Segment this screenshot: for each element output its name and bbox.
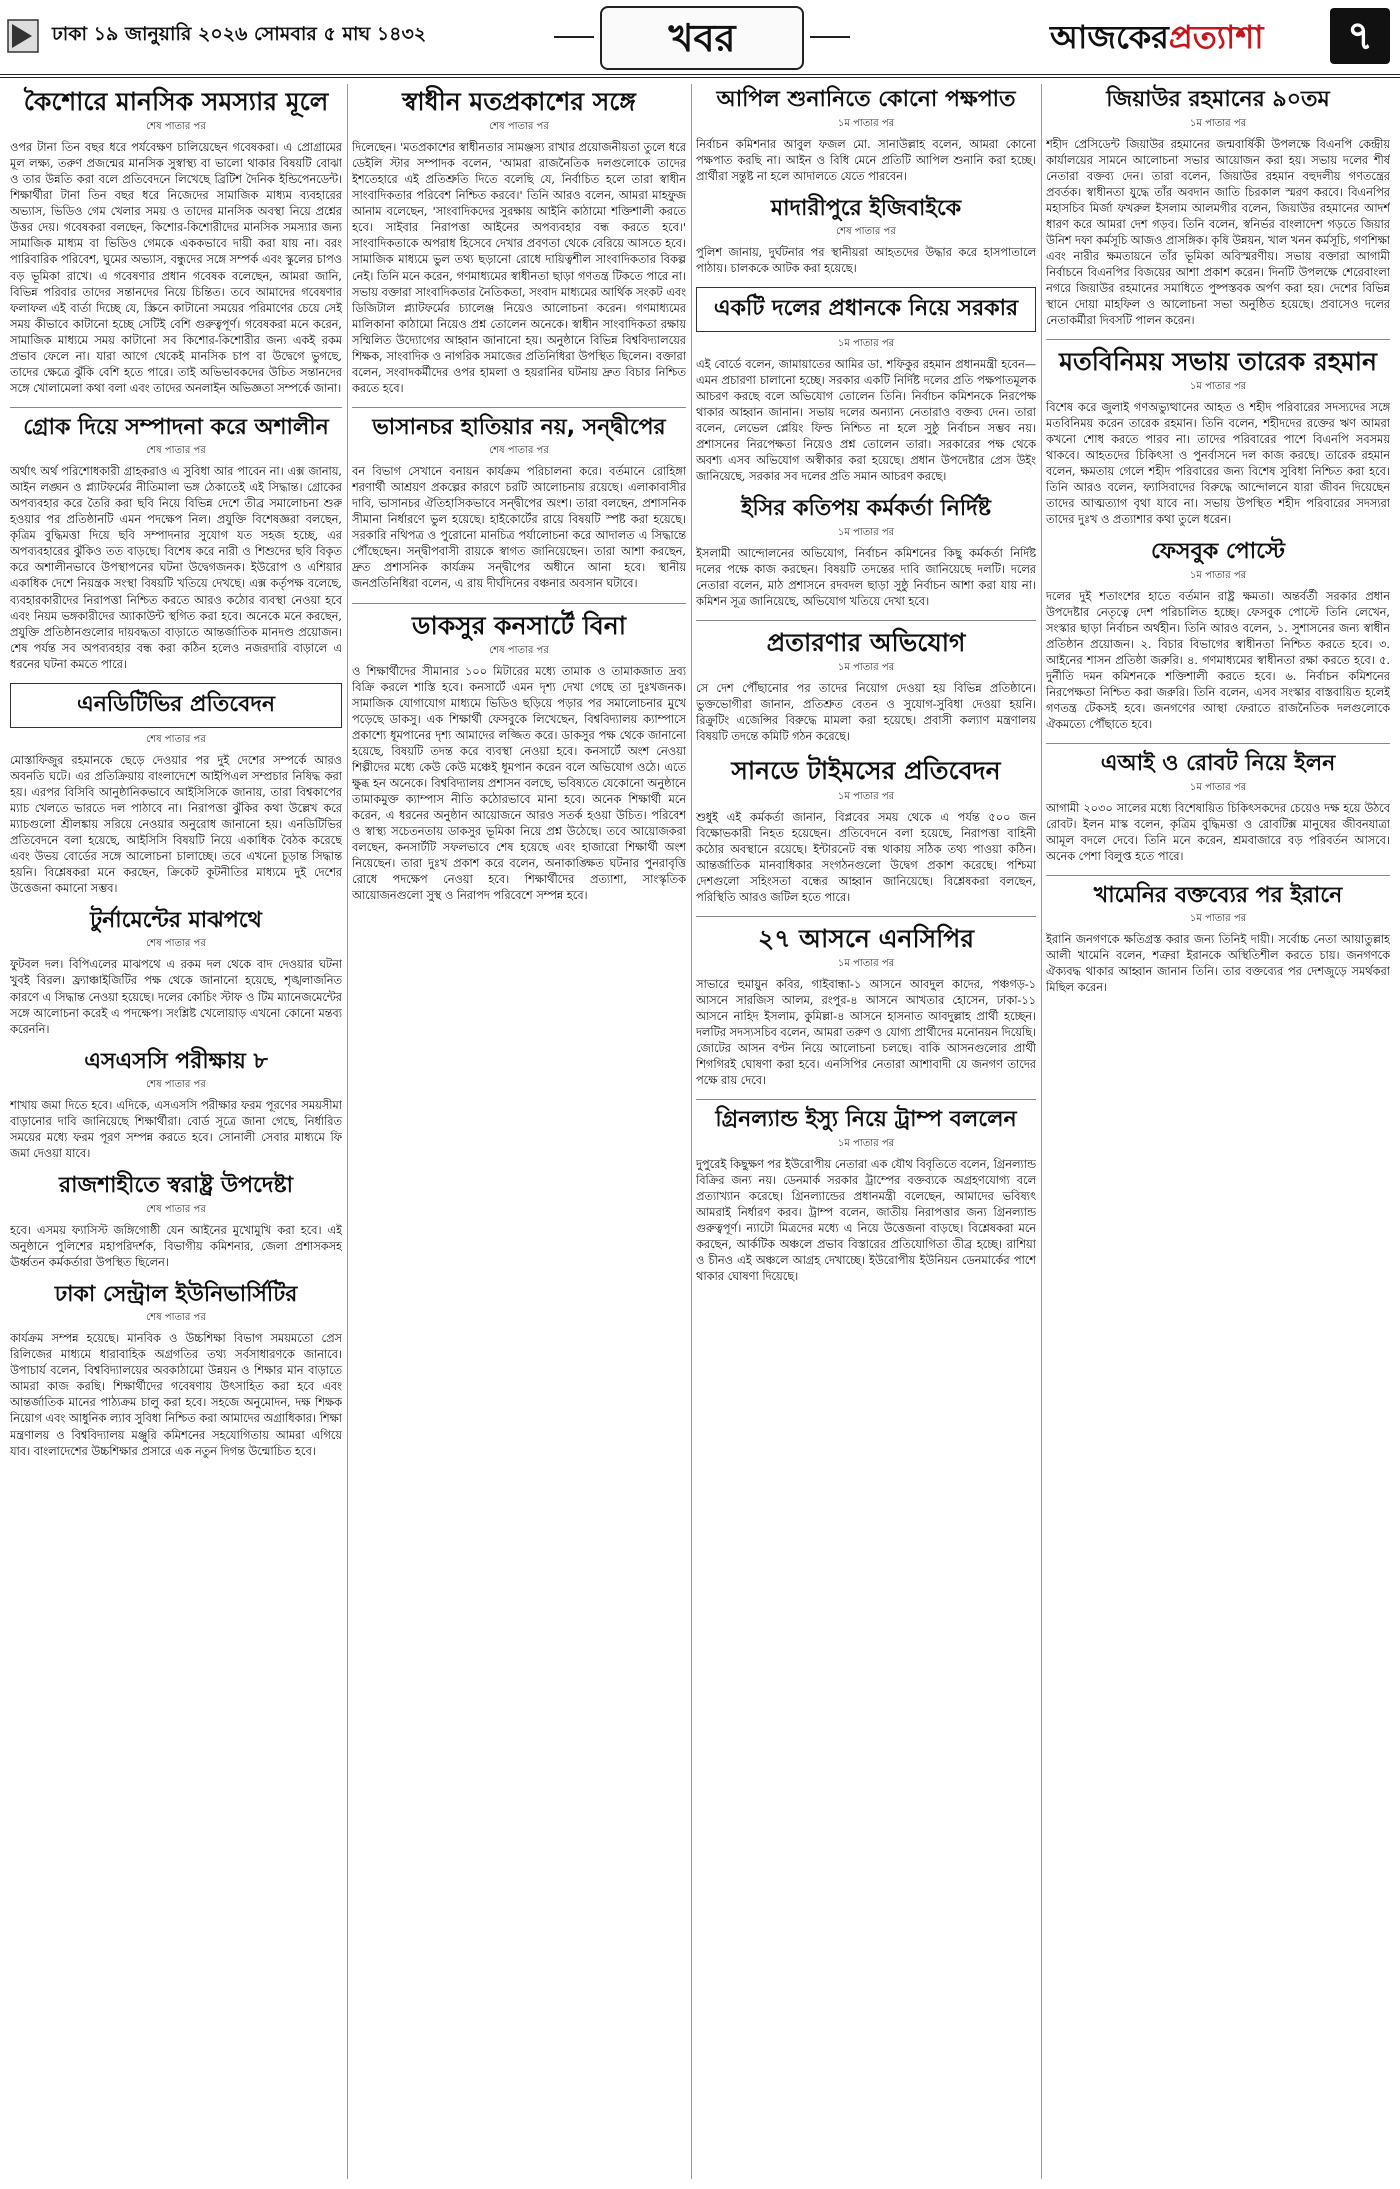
story-body: ফুটবল দল। বিপিএলের মাঝপথে এ রকম দল থেকে বাদ দেওয়ার ঘটনা খুবই বিরল। ফ্র্যাঞ্চাইজিটির পক্ষ থেকে জানানো হয়েছে, শৃঙ্খলাজনিত কারণে এ সিদ্ধান্ত নেওয়া হয়েছে। দলের কোচিং স্টাফ ও টিম ম্যানেজমেন্টের সঙ্গে আলোচনা করেই এ পদক্ষেপ। সংশ্লিষ্ট খেলোয়াড় এখনো কোনো মন্তব্য করেননি। <box>10 958 342 1036</box>
story-body: ওপর টানা তিন বছর ধরে পর্যবেক্ষণ চালিয়েছেন গবেষকরা। এ প্রোগ্রামের মূল লক্ষ্য, তরুণ প্রজন্মের মানসিক সুস্বাস্থ্য বা ভালো থাকার বিষয়টি বোঝা ও তার উন্নতি করা বলে প্রতিবেদনে লিখেছে ব্রিটিশ দৈনিক ইন্ডিপেনডেন্ট। শিক্ষার্থীরা টানা তিন বছর ধরে নিজেদের সামাজিক মাধ্যম ব্যবহারের অভ্যাস, ভিডিও গেম খেলার সময় ও তাদের মানসিক অবস্থা নিয়ে প্রশ্নের উত্তর দেয়। গবেষকরা বলছেন, কিশোর-কিশোরীদের মানসিক সমস্যার জন্য সামাজিক মাধ্যম বা ভিডিও গেমকে এককভাবে দায়ী করা যায় না। বরং পারিবারিক পরিবেশ, ঘুমের অভ্যাস, বন্ধুদের সঙ্গে সম্পর্ক এবং স্কুলের চাপও বড় ভূমিকা রাখে। এ গবেষণার প্রধান গবেষক বলেছেন, আমরা জানি, বিভিন্ন পরিবার তাদের সন্তানদের নিয়ে চিন্তিত। তবে আমাদের গবেষণার ফলাফল এই বার্তা দিচ্ছে যে, স্ক্রিনে কাটানো সময়ের পরিমাণের চেয়ে সেই সময় কীভাবে কাটানো হচ্ছে সেটিই বেশি গুরুত্বপূর্ণ। গবেষকরা মনে করেন, সামাজিক মাধ্যমে সময় কাটানো সব কিশোর-কিশোরীর জন্য একই রকম প্রভাব ফেলে না। যারা আগে থেকেই মানসিক চাপ বা উদ্বেগে ভুগছে, তাদের ক্ষেত্রে ঝুঁকি বেশি হতে পারে। তাই অভিভাবকদের উচিত সন্তানদের সঙ্গে খোলামেলা কথা বলা এবং তাদের অনলাইন অভিজ্ঞতা সম্পর্কে জানা। <box>10 141 342 395</box>
dateline: ঢাকা ১৯ জানুয়ারি ২০২৬ সোমবার ৫ মাঘ ১৪৩২ <box>52 23 427 45</box>
continued-note: ১ম পাতার পর <box>1189 381 1247 393</box>
story <box>10 414 342 673</box>
story-body: অর্থাৎ অর্থ পরিশোধকারী গ্রাহকরাও এ সুবিধা আর পাবেন না। এক্স জানায়, আইন লঙ্ঘন ও প্ল্যাটফর্মের নীতিমালা ভঙ্গ ঠেকাতেই এই সিদ্ধান্ত। গ্রোকের অপব্যবহার করে তৈরি করা ছবি নিয়ে বিভিন্ন দেশে তীব্র সমালোচনা শুরু হওয়ার পর প্রতিষ্ঠানটি এমন পদক্ষেপ নিল। প্রযুক্তি বিশেষজ্ঞরা বলছেন, কৃত্রিম বুদ্ধিমত্তা দিয়ে ছবি সম্পাদনার সুযোগ যত সহজ হচ্ছে, এর অপব্যবহারের ঝুঁকিও তত বাড়ছে। বিশেষ করে নারী ও শিশুদের ছবি বিকৃত করে অশালীনভাবে উপস্থাপনের ঘটনা উদ্বেগজনক। ইউরোপ ও এশিয়ার একাধিক দেশে নিয়ন্ত্রক সংস্থা বিষয়টি খতিয়ে দেখছে। এক্স কর্তৃপক্ষ বলেছে, ব্যবহারকারীদের নিরাপত্তা নিশ্চিত করতে আরও কঠোর ব্যবস্থা নেওয়া হবে এবং নিয়ম ভঙ্গকারীদের অ্যাকাউন্ট স্থগিত করা হবে। অনেকে মনে করছেন, প্রযুক্তি প্রতিষ্ঠানগুলোর দায়বদ্ধতা বাড়াতে আন্তর্জাতিক মানদণ্ড প্রয়োজন। শেষ পর্যন্ত সব অপব্যবহার বন্ধ করা কঠিন হলেও নজরদারি বাড়ালে এ ধরনের ঘটনা কমতে পারে। <box>10 465 342 671</box>
story <box>10 1048 342 1163</box>
story <box>696 627 1036 745</box>
story-body: বন বিভাগ সেখানে বনায়ন কার্যক্রম পরিচালনা করে। বর্তমানে রোহিঙ্গা শরণার্থী আশ্রয়ণ প্রকল্পের কারণে চরটি আলোচনায় রয়েছে। এলাকাবাসীর দাবি, ভাসানচর ঐতিহাসিকভাবে সন্দ্বীপের অংশ। তারা বলছেন, প্রশাসনিক সীমানা নির্ধারণে ভুল হয়েছে। হাইকোর্টের রায়ে বিষয়টি স্পষ্ট করা হয়েছে। সরকারি নথিপত্র ও পুরোনো মানচিত্র পর্যালোচনা করে আদালত এ সিদ্ধান্তে পৌঁছেছেন। সন্দ্বীপবাসী রায়কে স্বাগত জানিয়েছেন। তারা আশা করছেন, দ্রুত প্রশাসনিক কার্যক্রম সন্দ্বীপের অধীনে আনা হবে। স্থানীয় জনপ্রতিনিধিরা বলেন, এ রায় দীর্ঘদিনের বঞ্চনার অবসান ঘটাবে। <box>352 465 686 591</box>
masthead-part-a: আজকের <box>1050 18 1169 56</box>
divider <box>352 407 686 408</box>
story <box>696 86 1036 185</box>
continued-note: শেষ পাতার পর <box>489 445 549 457</box>
story-body: দিলেছেন। 'মতপ্রকাশের স্বাধীনতার সামঞ্জস্য রাখার প্রয়োজনীয়তা তুলে ধরে ডেইলি স্টার সম্পাদক বলেন, 'আমরা রাজনৈতিক দলগুলোকে তাদের ইশতেহারে এই প্রতিশ্রুতি দিতে বলেছি যে, নির্বাচিত হলে তারা স্বাধীন সাংবাদিকতার পরিবেশ নিশ্চিত করবে।' তিনি আরও বলেন, আমরা মাহফুজ আনাম বলেছেন, 'সাংবাদিকদের সুরক্ষায় আইনি কাঠামো শক্তিশালী করতে হবে। সাইবার নিরাপত্তা আইনের অপব্যবহার বন্ধ করতে হবে।' সাংবাদিকতাকে অপরাধ হিসেবে দেখার প্রবণতা থেকে বেরিয়ে আসতে হবে। সামাজিক মাধ্যমে ভুল তথ্য ছড়ানো রোধে দায়িত্বশীল সাংবাদিকতার বিকল্প নেই। তিনি মনে করেন, গণমাধ্যমের স্বাধীনতা ছাড়া গণতন্ত্র টিকতে পারে না। সভায় বক্তারা সাংবাদিকতার নৈতিকতা, সংবাদ মাধ্যমের আর্থিক সংকট এবং ডিজিটাল প্ল্যাটফর্মের চ্যালেঞ্জ নিয়েও আলোচনা করেন। গণমাধ্যমের মালিকানা কাঠামো নিয়েও প্রশ্ন তোলেন অনেকে। স্বাধীন সাংবাদিকতা রক্ষায় সম্মিলিত উদ্যোগের আহ্বান জানানো হয়। অনুষ্ঠানে বিভিন্ন বিশ্ববিদ্যালয়ের শিক্ষক, সাংবাদিক ও নাগরিক সমাজের প্রতিনিধিরা উপস্থিত ছিলেন। বক্তারা বলেন, সংবাদকর্মীদের ওপর হামলা ও হয়রানির ঘটনায় দ্রুত বিচার নিশ্চিত করতে হবে। <box>352 141 686 395</box>
continued-note: ১ম পাতার পর <box>837 338 895 350</box>
story <box>696 287 1036 485</box>
column-divider <box>1041 84 1042 2179</box>
story <box>352 610 686 905</box>
story-headline: খামেনির বক্তব্যের পর ইরানে <box>1093 882 1343 908</box>
story <box>1046 86 1390 329</box>
story <box>352 86 686 397</box>
story-headline: টুর্নামেন্টের মাঝপথে <box>90 907 262 933</box>
story-body: শাখায় জমা দিতে হবে। এদিকে, এসএসসি পরীক্ষার ফরম পূরণের সময়সীমা বাড়ানোর দাবি জানিয়েছে শিক্ষার্থীরা। বোর্ড সূত্রে জানা গেছে, নির্ধারিত সময়ের মধ্যে ফরম পূরণ সম্পন্ন করতে হবে। সোনালী সেবার মাধ্যমে ফি জমা দেওয়া যাবে। <box>10 1099 342 1161</box>
story <box>696 755 1036 905</box>
divider <box>696 916 1036 917</box>
column-3 <box>696 84 1036 2179</box>
story <box>696 923 1036 1089</box>
story-headline: সানডে টাইমসের প্রতিবেদন <box>731 756 1001 786</box>
story <box>10 1281 342 1460</box>
continued-note: ১ম পাতার পর <box>837 662 895 674</box>
continued-note: শেষ পাতার পর <box>146 1079 206 1091</box>
story <box>1046 346 1390 529</box>
page-number: ৭ <box>1330 8 1390 64</box>
divider <box>1046 875 1390 876</box>
column-2 <box>352 84 686 2179</box>
continued-note: শেষ পাতার পর <box>836 226 896 238</box>
story <box>1046 882 1390 997</box>
continued-note: ১ম পাতার পর <box>1189 569 1247 581</box>
column-4 <box>1046 84 1390 2179</box>
story-body: এই বোর্ডে বলেন, জামায়াতের আমির ডা. শফিকুর রহমান প্রধানমন্ত্রী হবেন—এমন প্রচারণা চালানো হচ্ছে। সরকার একটি নির্দিষ্ট দলের প্রতি পক্ষপাতমূলক আচরণ করছে বলে অভিযোগ তোলেন তিনি। নির্বাচন কমিশনকে নিরপেক্ষ থাকার আহ্বান জানান। সভায় দলের অন্যান্য নেতারাও বক্তব্য দেন। তারা বলেন, লেভেল প্লেয়িং ফিল্ড নিশ্চিত না হলে সুষ্ঠু নির্বাচন সম্ভব নয়। প্রশাসনের নিরপেক্ষতা নিয়েও প্রশ্ন তোলেন তারা। সরকারের পক্ষ থেকে অবশ্য এসব অভিযোগ অস্বীকার করা হয়েছে। প্রধান উপদেষ্টার প্রেস উইং জানিয়েছে, সরকার সব দলের প্রতি সমান আচরণ করছে। <box>696 358 1036 484</box>
continued-note: ১ম পাতার পর <box>837 790 895 802</box>
story-headline: এনডিটিভির প্রতিবেদন <box>10 683 342 728</box>
story <box>696 1106 1036 1285</box>
story-headline: মতবিনিময় সভায় তারেক রহমান <box>1059 346 1377 376</box>
divider <box>10 407 342 408</box>
story-headline: গ্রিনল্যান্ড ইস্যু নিয়ে ট্রাম্প বললেন <box>715 1107 1017 1133</box>
continued-note: ১ম পাতার পর <box>837 958 895 970</box>
continued-note: শেষ পাতার পর <box>146 1312 206 1324</box>
story-headline: ডাকসুর কনসার্টে বিনা <box>412 610 626 640</box>
page-header <box>0 0 1400 78</box>
divider <box>1046 339 1390 340</box>
story-headline: গ্রোক দিয়ে সম্পাদনা করে অশালীন <box>23 414 329 440</box>
continued-note: শেষ পাতার পর <box>146 938 206 950</box>
story-headline: ফেসবুক পোস্টে <box>1151 539 1285 565</box>
story <box>10 86 342 397</box>
story-body: কার্যক্রম সম্পন্ন হয়েছে। মানবিক ও উচ্চশিক্ষা বিভাগ সময়মতো প্রেস রিলিজের মাধ্যমে ধারাবাহিক অগ্রগতির তথ্য সর্বসাধারণকে জানাবে। উপাচার্য বলেন, বিশ্ববিদ্যালয়ের অবকাঠামো উন্নয়ন ও শিক্ষার মান বাড়াতে আমরা কাজ করছি। শিক্ষার্থীদের গবেষণায় উৎসাহিত করা হবে এবং আন্তর্জাতিক মানের পাঠ্যক্রম চালু করা হবে। সহজে অনুমোদন, দক্ষ শিক্ষক নিয়োগ এবং আধুনিক ল্যাব সুবিধা নিশ্চিত করা আমাদের অগ্রাধিকার। শিক্ষা মন্ত্রণালয় ও বিশ্ববিদ্যালয় মঞ্জুরি কমিশনের সহযোগিতায় আমরা এগিয়ে যাব। বাংলাদেশের উচ্চশিক্ষার প্রসারে এক নতুন দিগন্ত উন্মোচিত হবে। <box>10 1332 342 1458</box>
story-body: সে দেশ পৌঁছানোর পর তাদের নিয়োগ দেওয়া হয় বিভিন্ন প্রতিষ্ঠানে। ভুক্তভোগীরা জানান, প্রতিশ্রুত বেতন ও সুযোগ-সুবিধা দেওয়া হয়নি। রিক্রুটিং এজেন্সির বিরুদ্ধে মামলা করা হয়েছে। প্রবাসী কল্যাণ মন্ত্রণালয় বিষয়টি তদন্তে কমিটি গঠন করেছে। <box>696 682 1036 744</box>
story-body: সাভারে হুমায়ুন কবির, গাইবান্ধা-১ আসনে আবদুল কাদের, পঞ্চগড়-১ আসনে সারজিস আলম, রংপুর-৪ আসনে আখতার হোসেন, ঢাকা-১১ আসনে নাহিদ ইসলাম, কুমিল্লা-৪ আসনে হাসনাত আবদুল্লাহ প্রার্থী হচ্ছেন। দলটির সদস্যসচিব বলেন, আমরা তরুণ ও যোগ্য প্রার্থীদের মনোনয়ন দিয়েছি। জোটের আসন বণ্টন নিয়ে আলোচনা চলছে। বাকি আসনগুলোর প্রার্থী শিগগিরই ঘোষণা করা হবে। এনসিপির নেতারা আশাবাদী যে জনগণ তাদের পক্ষে রায় দেবে। <box>696 978 1036 1088</box>
continued-note: ১ম পাতার পর <box>837 1137 895 1149</box>
story-headline: এসএসসি পরীক্ষায় ৮ <box>84 1048 268 1074</box>
continued-note: শেষ পাতার পর <box>146 1203 206 1215</box>
story-body: ও শিক্ষার্থীদের সীমানার ১০০ মিটারের মধ্যে তামাক ও তামাকজাত দ্রব্য বিক্রি করলে শাস্তি হবে। কনসার্টে এমন দৃশ্য দেখা গেছে তা দুঃখজনক। সামাজিক যোগাযোগ মাধ্যমে ভিডিও ছড়িয়ে পড়ার পর সমালোচনার মুখে পড়েছে ডাকসু। এক শিক্ষার্থী ফেসবুকে লিখেছেন, বিশ্ববিদ্যালয় ক্যাম্পাসে প্রকাশ্যে ধূমপানের দৃশ্য আমাদের লজ্জিত করে। ডাকসুর পক্ষ থেকে জানানো হয়েছে, বিষয়টি তদন্ত করে ব্যবস্থা নেওয়া হবে। কনসার্টে অংশ নেওয়া শিল্পীদের মধ্যে কেউ কেউ মঞ্চেই ধূমপান করেন বলে অভিযোগ ওঠে। এতে ক্ষুব্ধ হন অনেকে। বিশ্ববিদ্যালয় প্রশাসন বলছে, ভবিষ্যতে যেকোনো অনুষ্ঠানে তামাকমুক্ত ক্যাম্পাস নীতি কঠোরভাবে মানা হবে। অনেক শিক্ষার্থী মনে করেন, এ ধরনের অনুষ্ঠান আয়োজনে আরও সতর্ক হওয়া উচিত। পরিবেশ ও স্বাস্থ্য সচেতনতায় ডাকসুর ভূমিকা নিয়ে প্রশ্ন উঠেছে। তবে আয়োজকরা বলছেন, কনসার্টটি সফলভাবে শেষ হয়েছে এবং হাজারো শিক্ষার্থী অংশ নিয়েছেন। তারা দুঃখ প্রকাশ করে বলেন, অনাকাঙ্ক্ষিত ঘটনার পুনরাবৃত্তি রোধে পদক্ষেপ নেওয়া হবে। শিক্ষার্থীদের প্রত্যাশা, সাংস্কৃতিক আয়োজনগুলো সুস্থ ও নিরাপদ পরিবেশে সম্পন্ন হবে। <box>352 664 686 903</box>
story-body: আগামী ২০৩০ সালের মধ্যে বিশেষায়িত চিকিৎসকদের চেয়েও দক্ষ হয়ে উঠবে রোবট। ইলন মাস্ক বলেন, কৃত্রিম বুদ্ধিমত্তা ও রোবটিক্স মানুষের জীবনযাত্রা আমূল বদলে দেবে। তিনি মনে করেন, শ্রমবাজারে বড় পরিবর্তন আসবে। অনেক পেশা বিলুপ্ত হতে পারে। <box>1046 801 1390 863</box>
continued-note: ১ম পাতার পর <box>837 526 895 538</box>
continued-note: শেষ পাতার পর <box>146 733 206 745</box>
story <box>696 495 1036 610</box>
masthead-part-b: প্রত্যাশা <box>1168 18 1264 56</box>
story-headline: আপিল শুনানিতে কোনো পক্ষপাত <box>716 87 1016 112</box>
story <box>1046 538 1390 733</box>
column-1 <box>10 84 342 2179</box>
column-divider <box>691 84 692 2179</box>
story-body: শহীদ প্রেসিডেন্ট জিয়াউর রহমানের জন্মবার্ষিকী উপলক্ষে বিএনপি কেন্দ্রীয় কার্যালয়ের সামনে আলোচনা সভার আয়োজন করা হয়। সভায় দলের শীর্ষ নেতারা বক্তব্য দেন। তারা বলেন, জিয়াউর রহমান বহুদলীয় গণতন্ত্রের প্রবর্তক। স্বাধীনতা যুদ্ধে তাঁর অবদান জাতি চিরকাল স্মরণ করবে। বিএনপির মহাসচিব মির্জা ফখরুল ইসলাম আলমগীর বলেন, জিয়াউর রহমানের আদর্শ ধারণ করে আমরা দেশ গড়ব। তিনি বলেন, স্বনির্ভর বাংলাদেশ গড়তে জিয়ার উনিশ দফা কর্মসূচি আজও প্রাসঙ্গিক। কৃষি উন্নয়ন, খাল খনন কর্মসূচি, গণশিক্ষা এবং নারীর ক্ষমতায়নে তাঁর ভূমিকা অবিস্মরণীয়। সভায় বক্তারা আগামী নির্বাচনে বিএনপির বিজয়ের আশা প্রকাশ করেন। দিনটি উপলক্ষে শেরেবাংলা নগরে জিয়াউর রহমানের সমাধিতে পুষ্পস্তবক অর্পণ করা হয়। দেশের বিভিন্ন স্থানে দোয়া মাহফিল ও আলোচনা সভা অনুষ্ঠিত হয়েছে। প্রবাসেও দলের নেতাকর্মীরা দিবসটি পালন করেন। <box>1046 137 1390 327</box>
story-body: নির্বাচন কমিশনার আবুল ফজল মো. সানাউল্লাহ বলেন, আমরা কোনো পক্ষপাত করছি না। আইন ও বিধি মেনে প্রতিটি আপিল শুনানি করা হচ্ছে। প্রার্থীরা সন্তুষ্ট না হলে আদালতে যেতে পারবেন। <box>696 137 1036 183</box>
story <box>352 414 686 593</box>
page-flag-icon <box>6 16 46 56</box>
masthead-logo <box>1050 12 1320 66</box>
story <box>10 907 342 1038</box>
story-headline: মাদারীপুরে ইজিবাইকে <box>770 195 962 221</box>
story <box>10 1172 342 1271</box>
story-headline: এআই ও রোবট নিয়ে ইলন <box>1100 751 1336 777</box>
column-divider <box>347 84 348 2179</box>
story-body: মোস্তাফিজুর রহমানকে ছেড়ে দেওয়ার পর দুই দেশের সম্পর্কে আরও অবনতি ঘটে। এর প্রতিক্রিয়ায় বাংলাদেশে আইপিএল সম্প্রচার নিষিদ্ধ করা হয়। এরপর বিসিবি আনুষ্ঠানিকভাবে আইসিসিকে জানায়, তারা বিশ্বকাপের ম্যাচ খেলতে ভারতে দল পাঠাবে না। নিরাপত্তা ঝুঁকির কথা উল্লেখ করে ম্যাচগুলো শ্রীলঙ্কায় সরিয়ে নেওয়ার অনুরোধ জানানো হয়। এনডিটিভির প্রতিবেদনে বলা হয়েছে, আইসিসি বিষয়টি নিয়ে একাধিক বৈঠক করেছে এবং উভয় বোর্ডের সঙ্গে আলোচনা চালাচ্ছে। তবে এখনো চূড়ান্ত সিদ্ধান্ত হয়নি। বিশ্লেষকরা মনে করছেন, ক্রিকেট কূটনীতির মাধ্যমে দুই দেশের উত্তেজনা কমানো সম্ভব। <box>10 753 342 895</box>
story-body: হবে। এসময় ফ্যাসিস্ট জঙ্গিগোষ্ঠী যেন আইনের মুখোমুখি করা হবে। এই অনুষ্ঠানে পুলিশের মহাপরিদর্শক, বিভাগীয় কমিশনার, জেলা প্রশাসকসহ ঊর্ধ্বতন কর্মকর্তারা উপস্থিত ছিলেন। <box>10 1223 342 1269</box>
story-headline: প্রতারণার অভিযোগ <box>766 628 966 658</box>
continued-note: ১ম পাতার পর <box>1189 117 1247 129</box>
section-title: খবর <box>600 6 804 70</box>
continued-note: ১ম পাতার পর <box>1189 781 1247 793</box>
story-headline: রাজশাহীতে স্বরাষ্ট্র উপদেষ্টা <box>58 1173 293 1199</box>
story-body: ইরানি জনগণকে ক্ষতিগ্রস্ত করার জন্য তিনিই দায়ী। সর্বোচ্চ নেতা আয়াতুল্লাহ আলী খামেনি বলেন, শত্রুরা ইরানকে অস্থিতিশীল করতে চায়। জনগণকে ঐক্যবদ্ধ থাকার আহ্বান জানান তিনি। তার বক্তব্যের পর দেশজুড়ে সমর্থকরা মিছিল করেন। <box>1046 933 1390 995</box>
story-headline: কৈশোরে মানসিক সমস্যার মূলে <box>23 87 329 116</box>
story-body: ইসলামী আন্দোলনের অভিযোগ, নির্বাচন কমিশনের কিছু কর্মকর্তা নির্দিষ্ট দলের পক্ষে কাজ করছেন। বিষয়টি তদন্তের দাবি জানিয়েছে দলটি। দলের নেতারা বলেন, মাঠ প্রশাসনে রদবদল ছাড়া সুষ্ঠু নির্বাচন আশা করা যায় না। কমিশন সূত্র জানিয়েছে, অভিযোগ খতিয়ে দেখা হবে। <box>696 546 1036 608</box>
continued-note: শেষ পাতার পর <box>146 445 206 457</box>
story <box>696 195 1036 278</box>
continued-note: শেষ পাতার পর <box>146 121 206 133</box>
story-body: দলের দুই শতাংশের হাতে বর্তমান রাষ্ট্র ক্ষমতা। অন্তর্বর্তী সরকার প্রধান উপদেষ্টার নেতৃত্বে দেশ পরিচালিত হচ্ছে। ফেসবুক পোস্টে তিনি লেখেন, সংস্কার ছাড়া নির্বাচন অর্থহীন। তিনি আরও বলেন, ১. সুশাসনের জন্য স্বাধীন প্রতিষ্ঠান প্রয়োজন। ২. বিচার বিভাগের স্বাধীনতা নিশ্চিত করতে হবে। ৩. আইনের শাসন প্রতিষ্ঠা জরুরি। ৪. গণমাধ্যমের স্বাধীনতা রক্ষা করতে হবে। ৫. দুর্নীতি দমন কমিশনকে শক্তিশালী করতে হবে। ৬. নির্বাচন কমিশনের নিরপেক্ষতা নিশ্চিত করা জরুরি। তিনি বলেন, এসব সংস্কার বাস্তবায়িত হলেই গণতন্ত্র টেকসই হবে। জনগণের আস্থা ফেরাতে রাজনৈতিক দলগুলোকে ঐকমত্যে পৌঁছাতে হবে। <box>1046 589 1390 732</box>
story-headline: জিয়াউর রহমানের ৯০তম <box>1106 87 1330 112</box>
story-headline: ২৭ আসনে এনসিপির <box>757 923 975 953</box>
divider <box>352 603 686 604</box>
story <box>1046 750 1390 865</box>
story-headline: ভাসানচর হাতিয়ার নয়, সন্দ্বীপের <box>372 414 666 440</box>
story-body: বিশেষ করে জুলাই গণঅভ্যুত্থানের আহত ও শহীদ পরিবারের সদস্যদের সঙ্গে মতবিনিময় করেন তারেক রহমান। তিনি বলেন, শহীদদের রক্তের ঋণ আমরা কখনো শোধ করতে পারব না। তাদের পরিবারের পাশে বিএনপি সবসময় থাকবে। আহতদের চিকিৎসা ও পুনর্বাসনে দল কাজ করছে। তারেক রহমান বলেন, ক্ষমতায় গেলে শহীদ পরিবারের জন্য বিশেষ সুবিধা নিশ্চিত করা হবে। তিনি আরও বলেন, ফ্যাসিবাদের বিরুদ্ধে আন্দোলনে যারা জীবন দিয়েছেন তাদের আত্মত্যাগ বৃথা যাবে না। সভায় উপস্থিত শহীদ পরিবারের সদস্যরা তাদের দুঃখ ও প্রত্যাশার কথা তুলে ধরেন। <box>1046 401 1390 527</box>
story-headline: একটি দলের প্রধানকে নিয়ে সরকার <box>696 287 1036 332</box>
divider <box>696 1099 1036 1100</box>
story-body: শুধুই এই কর্মকর্তা জানান, বিপ্লবের সময় থেকে এ পর্যন্ত ৫০০ জন বিক্ষোভকারী নিহত হয়েছেন। প্রতিবেদনে বলা হয়েছে, নিরাপত্তা বাহিনী কঠোর অবস্থানে রয়েছে। ইন্টারনেট বন্ধ থাকায় সঠিক তথ্য পাওয়া কঠিন। আন্তর্জাতিক মানবাধিকার সংগঠনগুলো উদ্বেগ প্রকাশ করেছে। পশ্চিমা দেশগুলো সহিংসতা বন্ধের আহ্বান জানিয়েছে। বিশ্লেষকরা বলছেন, পরিস্থিতি আরও জটিল হতে পারে। <box>696 810 1036 904</box>
continued-note: শেষ পাতার পর <box>489 644 549 656</box>
story-body: পুলিশ জানায়, দুর্ঘটনার পর স্থানীয়রা আহতদের উদ্ধার করে হাসপাতালে পাঠায়। চালককে আটক করা হয়েছে। <box>696 246 1036 276</box>
story <box>10 683 342 897</box>
divider <box>1046 743 1390 744</box>
continued-note: ১ম পাতার পর <box>837 117 895 129</box>
story-headline: ঢাকা সেন্ট্রাল ইউনিভার্সিটির <box>54 1281 298 1307</box>
continued-note: শেষ পাতার পর <box>489 121 549 133</box>
story-headline: ইসির কতিপয় কর্মকর্তা নির্দিষ্ট <box>741 496 991 522</box>
story-headline: স্বাধীন মতপ্রকাশের সঙ্গে <box>402 87 636 116</box>
divider <box>696 620 1036 621</box>
story-body: দুপুরেই কিছুক্ষণ পর ইউরোপীয় নেতারা এক যৌথ বিবৃতিতে বলেন, গ্রিনল্যান্ড বিক্রির জন্য নয়। ডেনমার্ক সরকার ট্রাম্পের বক্তব্যকে অগ্রহণযোগ্য বলে প্রত্যাখ্যান করেছে। গ্রিনল্যান্ডের প্রধানমন্ত্রী বলেছেন, আমাদের ভবিষ্যৎ আমরাই নির্ধারণ করব। ট্রাম্প বলেন, জাতীয় নিরাপত্তার জন্য গ্রিনল্যান্ড গুরুত্বপূর্ণ। ন্যাটো মিত্রদের মধ্যে এ নিয়ে উত্তেজনা বাড়ছে। বিশ্লেষকরা মনে করছেন, আর্কটিক অঞ্চলে প্রভাব বিস্তারের প্রতিযোগিতা তীব্র হচ্ছে। রাশিয়া ও চীনও এই অঞ্চলে আগ্রহ দেখাচ্ছে। ইউরোপীয় ইউনিয়ন ডেনমার্কের পাশে থাকার ঘোষণা দিয়েছে। <box>696 1157 1036 1284</box>
continued-note: ১ম পাতার পর <box>1189 913 1247 925</box>
